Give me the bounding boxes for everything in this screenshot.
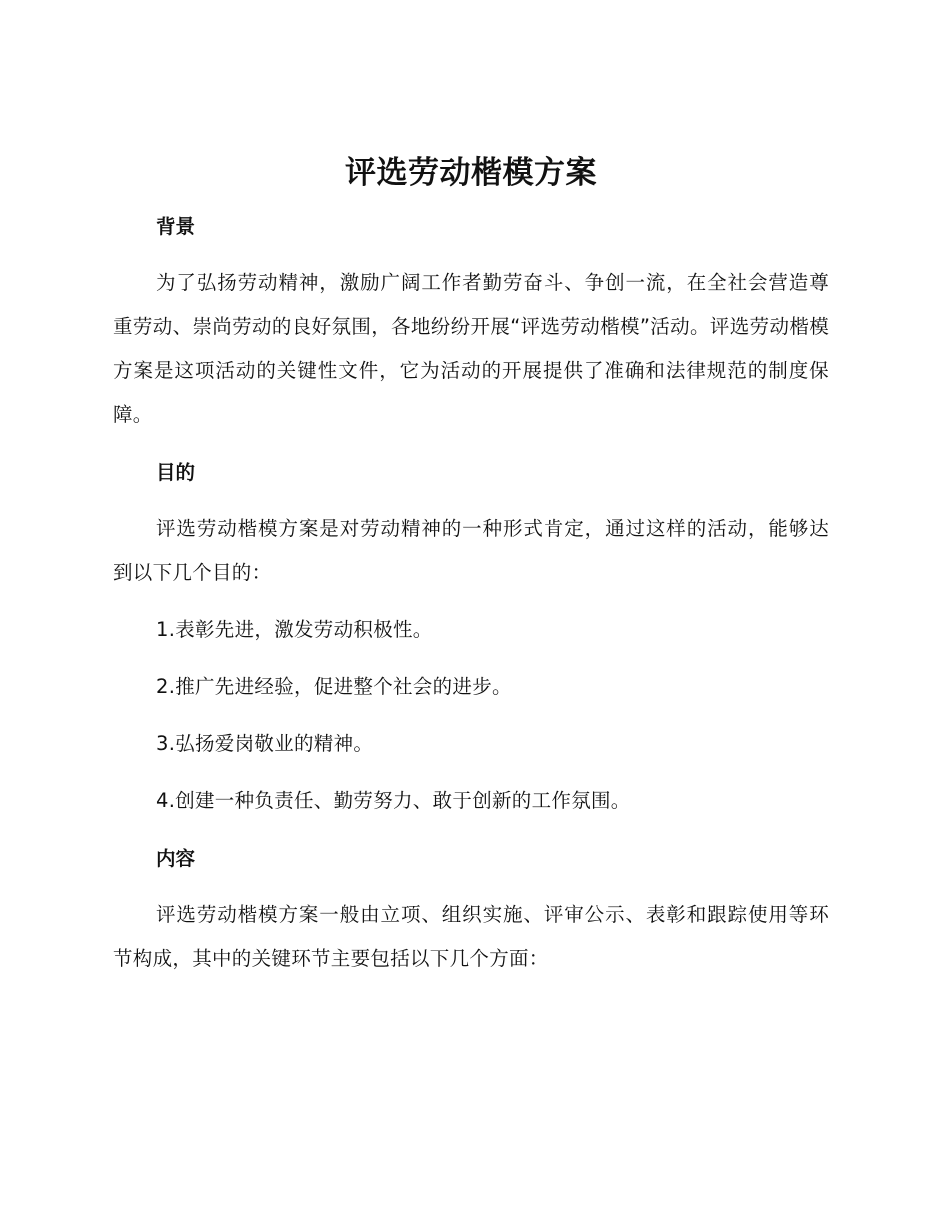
section-heading-content: 内容 <box>156 847 196 870</box>
background-paragraph: 为了弘扬劳动精神，激励广阔工作者勤劳奋斗、争创一流，在全社会营造尊重劳动、崇尚劳动的良好氛围，各地纷纷开展“评选劳动楷模”活动。评选劳动楷模方案是这项活动的关键性文件，它为活动的开展提供了准确和法律规范的制度保障。 <box>113 271 829 426</box>
section-heading-purpose: 目的 <box>156 461 196 484</box>
spacer <box>113 823 829 836</box>
purpose-list-item: 1.表彰先进，激发劳动积极性。 <box>156 618 433 641</box>
spacer <box>113 595 829 608</box>
content-paragraph: 评选劳动楷模方案一般由立项、组织实施、评审公示、表彰和跟踪使用等环节构成，其中的关键环节主要包括以下几个方面： <box>113 903 829 970</box>
document-body <box>113 148 829 981</box>
spacer <box>113 709 829 722</box>
spacer <box>113 881 829 893</box>
purpose-paragraph: 评选劳动楷模方案是对劳动精神的一种形式肯定，通过这样的活动，能够达到以下几个目的： <box>113 517 829 584</box>
section-heading-background: 背景 <box>156 215 196 238</box>
purpose-list-item: 4.创建一种负责任、勤劳努力、敢于创新的工作氛围。 <box>156 789 631 812</box>
spacer <box>113 766 829 779</box>
spacer <box>113 495 829 507</box>
purpose-list-item: 3.弘扬爱岗敬业的精神。 <box>156 732 374 755</box>
spacer <box>113 437 829 450</box>
document-title: 评选劳动楷模方案 <box>345 155 597 191</box>
spacer <box>113 652 829 665</box>
spacer <box>113 249 829 261</box>
purpose-list-item: 2.推广先进经验，促进整个社会的进步。 <box>156 675 512 698</box>
